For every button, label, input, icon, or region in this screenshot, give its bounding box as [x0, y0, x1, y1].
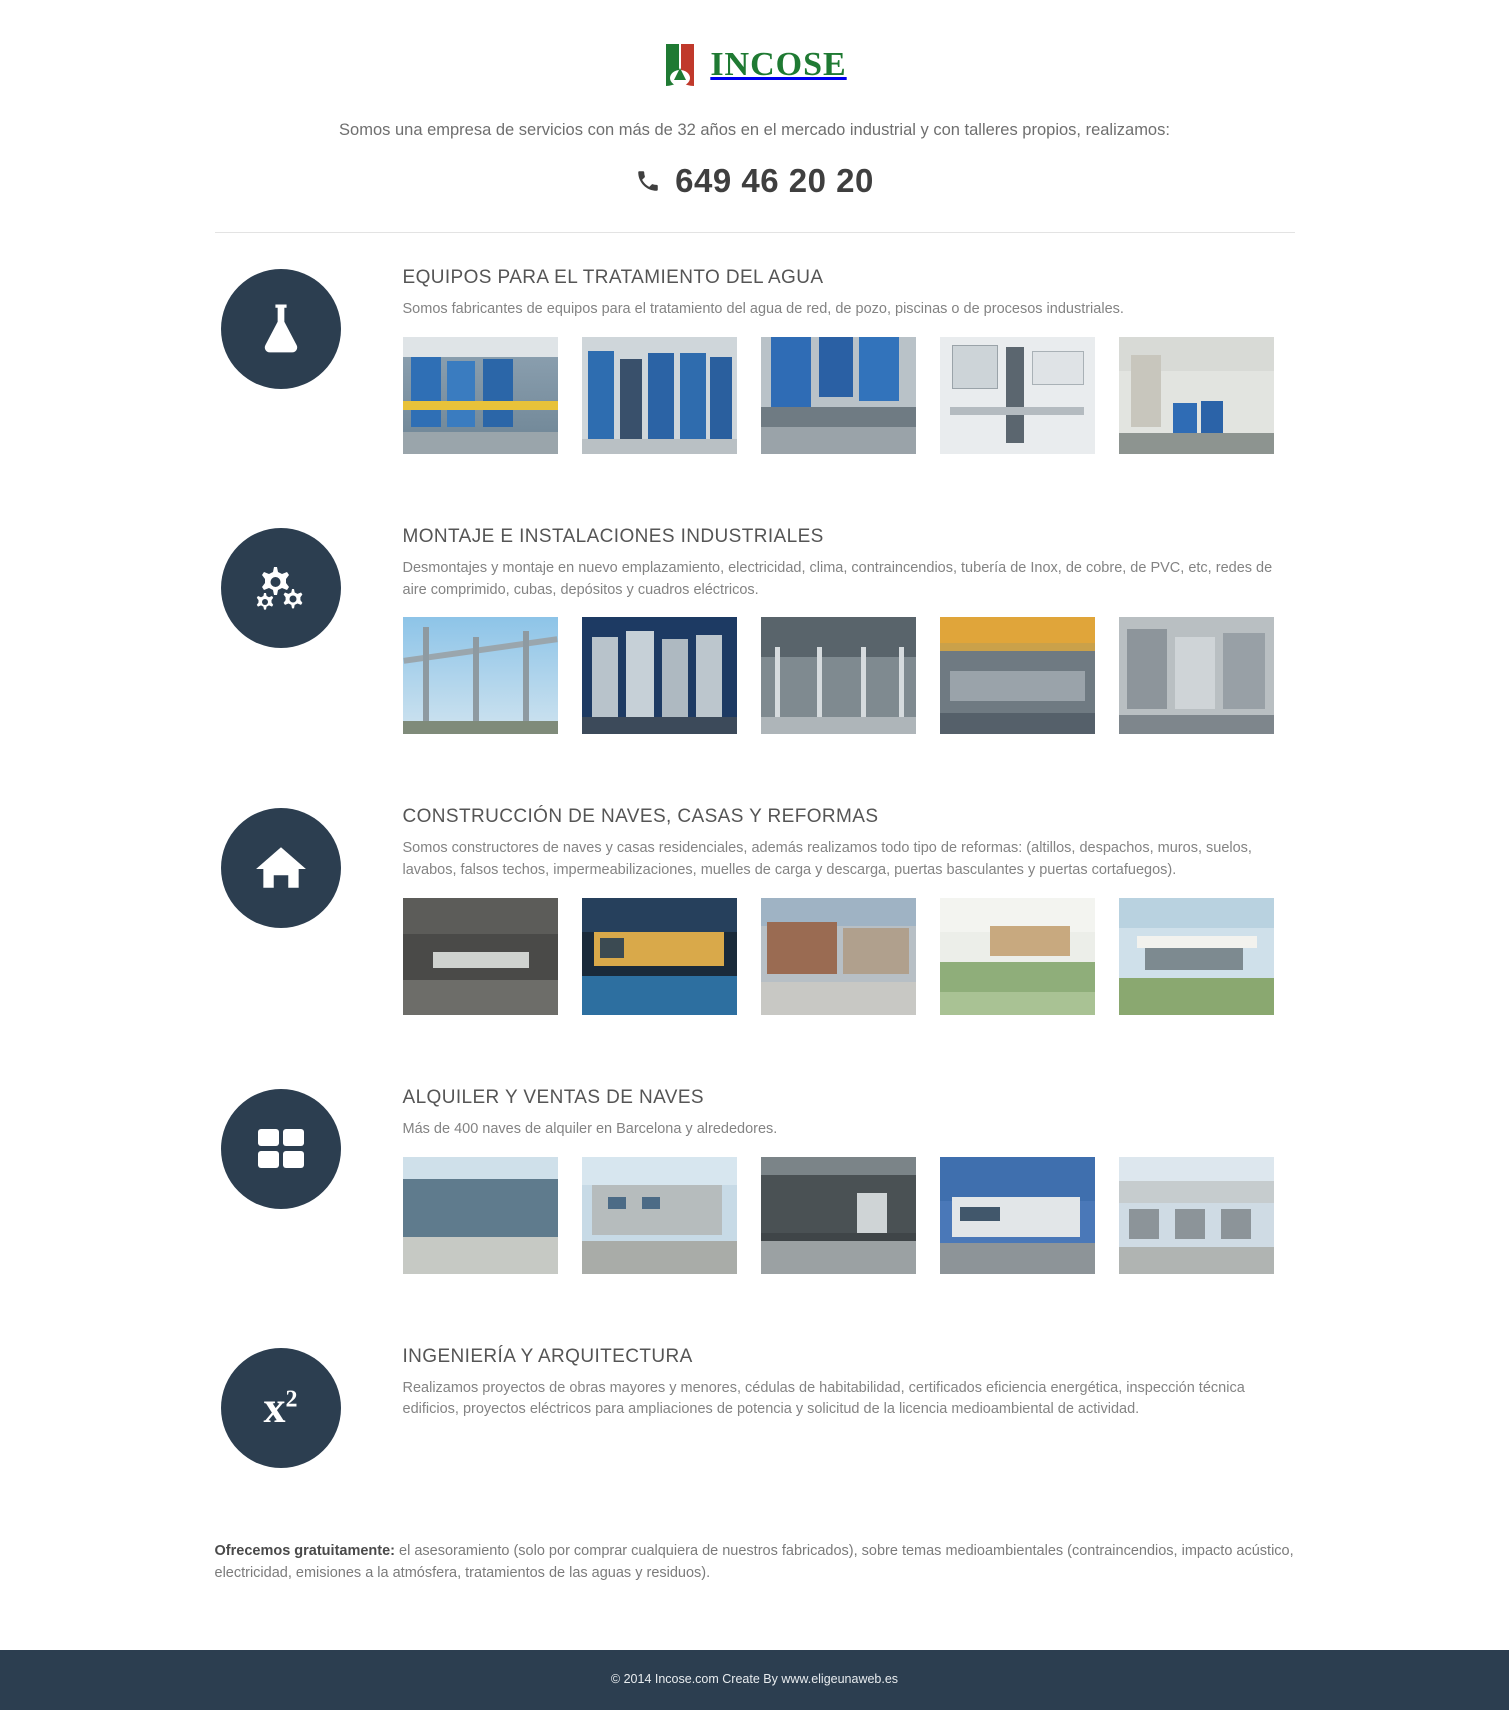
service-item: [215, 267, 1295, 454]
service-icon-column: [215, 526, 397, 648]
service-gallery: [403, 1157, 1295, 1274]
gallery-thumb[interactable]: [582, 898, 737, 1015]
gallery-thumb[interactable]: [1119, 617, 1274, 734]
grid-icon: [221, 1089, 341, 1209]
site-footer: [0, 1650, 1509, 1710]
service-title: INGENIERÍA Y ARQUITECTURA: [402, 1345, 693, 1367]
service-item: [215, 806, 1295, 1015]
free-services-note: [215, 1540, 1295, 1585]
service-title: CONSTRUCCIÓN DE NAVES, CASAS Y REFORMAS: [402, 806, 879, 828]
service-title: EQUIPOS PARA EL TRATAMIENTO DEL AGUA: [402, 267, 824, 288]
service-gallery: [403, 617, 1295, 734]
service-item: [215, 1087, 1295, 1274]
gallery-thumb[interactable]: [403, 898, 558, 1015]
service-description: Somos constructores de naves y casas residenciales, además realizamos todo tipo de reformas: (altillos, despachos, muros, suelos, lavabos, falsos techos, impermeabilizaciones, muelles de carga y descarga, puertas basculantes y puertas cortafuegos).: [402, 840, 1252, 878]
phone-icon: [635, 166, 661, 196]
service-description: Desmontajes y montaje en nuevo emplazamiento, electricidad, clima, contraincendios, tubería de Inox, de cobre, de PVC, etc, redes de aire comprimido, cubas, depósitos y cuadros eléctricos.: [402, 559, 1273, 598]
service-icon-column: [215, 267, 397, 389]
gallery-thumb[interactable]: [761, 337, 916, 454]
note-lead: Ofrecemos gratuitamente:: [214, 1542, 395, 1559]
gallery-thumb[interactable]: [761, 1157, 916, 1274]
gallery-thumb[interactable]: [582, 617, 737, 734]
service-gallery: [403, 898, 1295, 1015]
gallery-thumb[interactable]: [761, 617, 916, 734]
service-icon-column: [215, 1346, 397, 1468]
service-gallery: [403, 337, 1295, 454]
gallery-thumb[interactable]: [582, 1157, 737, 1274]
service-description: Realizamos proyectos de obras mayores y menores, cédulas de habitabilidad, certificados eficiencia energética, inspección técnica edificios, proyectos eléctricos para ampliaciones de potencia y solicitud de la licencia medioambiental de actividad.: [402, 1379, 1245, 1418]
flask-icon: [221, 269, 341, 389]
gallery-thumb[interactable]: [940, 617, 1095, 734]
incose-logo-icon: [662, 42, 700, 88]
gallery-thumb[interactable]: [1119, 337, 1274, 454]
site-logo[interactable]: [662, 42, 846, 88]
gallery-thumb[interactable]: [940, 1157, 1095, 1274]
home-icon: [221, 808, 341, 928]
note-text: [215, 1540, 1295, 1585]
x-squared-glyph: $x^2$: [263, 1383, 298, 1432]
service-description: Más de 400 naves de alquiler en Barcelona y alrededores.: [402, 1120, 778, 1137]
gallery-thumb[interactable]: [940, 898, 1095, 1015]
service-text-column: [397, 267, 1295, 454]
gallery-thumb[interactable]: [403, 617, 558, 734]
gallery-thumb[interactable]: [940, 337, 1095, 454]
service-text-column: [397, 1087, 1295, 1274]
note-body: el asesoramiento (solo por comprar cualquiera de nuestros fabricados), sobre temas medioambientales (contraincendios, impacto acústico, electricidad, emisiones a la atmósfera, tratamientos de las aguas y residuos).: [214, 1542, 1294, 1581]
service-title: MONTAJE E INSTALACIONES INDUSTRIALES: [402, 525, 824, 547]
service-icon-column: [215, 806, 397, 928]
tagline: Somos una empresa de servicios con más de 32 años en el mercado industrial y con talleres propios, realizamos:: [339, 121, 1170, 139]
footer-text[interactable]: © 2014 Incose.com Create By www.eligeunaweb.es: [610, 1672, 899, 1687]
gallery-thumb[interactable]: [403, 337, 558, 454]
service-text-column: [397, 526, 1295, 735]
service-text-column: [397, 806, 1295, 1015]
gallery-thumb[interactable]: [582, 337, 737, 454]
gears-icon: [221, 528, 341, 648]
gallery-thumb[interactable]: [1119, 1157, 1274, 1274]
x-squared-icon: [221, 1348, 341, 1468]
phone-text: 649 46 20 20: [675, 162, 874, 199]
gallery-thumb[interactable]: [761, 898, 916, 1015]
phone-number[interactable]: [0, 162, 1509, 200]
gallery-thumb[interactable]: [1119, 898, 1274, 1015]
service-item: [215, 1346, 1295, 1468]
service-description: Somos fabricantes de equipos para el tratamiento del agua de red, de pozo, piscinas o de procesos industriales.: [402, 301, 1124, 317]
service-text-column: [397, 1346, 1295, 1438]
service-item: [215, 526, 1295, 735]
gallery-thumb[interactable]: [403, 1157, 558, 1274]
service-icon-column: [215, 1087, 397, 1209]
services-list: [215, 233, 1295, 1468]
logo-text: INCOSE: [710, 46, 847, 83]
site-header: [0, 0, 1509, 233]
service-title: ALQUILER Y VENTAS DE NAVES: [402, 1086, 704, 1108]
